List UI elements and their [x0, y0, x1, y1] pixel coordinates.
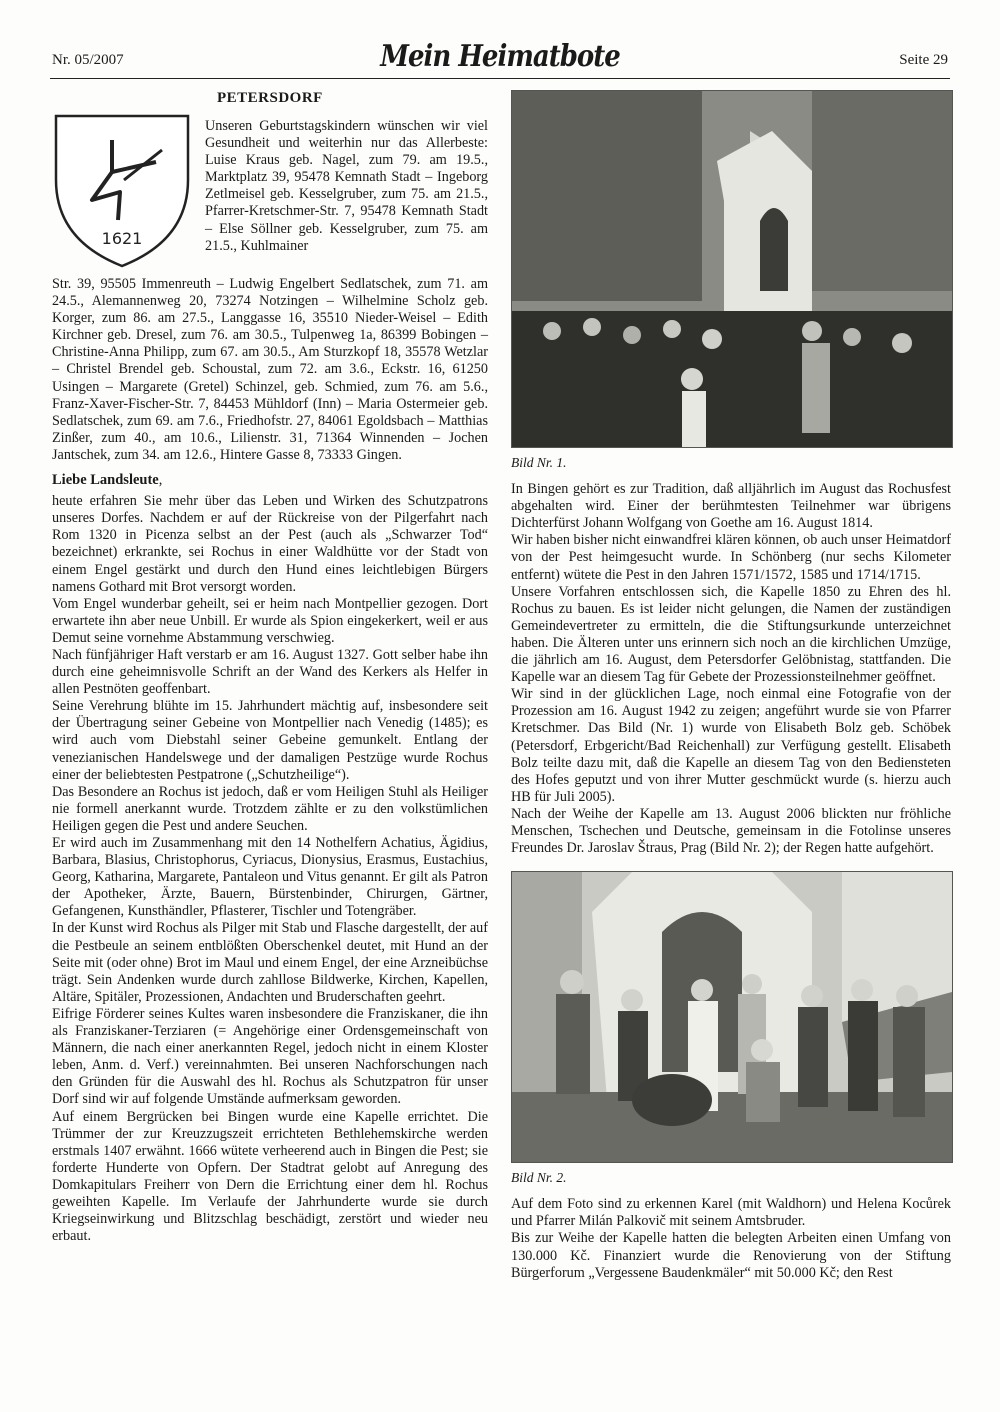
paragraph: Auf einem Bergrücken bei Bingen wurde eine Kapelle errichtet. Die Trümmer der zur Kreuzzugszeit errichteten Bethlehemskirche werden erstmals 1407 erwähnt. 1666 wütete verheerend auch in Bingen die Pest; sie forderte Hunderte von Opfern. Der Stadtrat gelobt auf Anregung des Domkapitulars Freiherr von Dern die Errichtung einer dem hl. Rochus geweihten Kapelle. Im Verlaufe der Jahrhunderte wurde sie durch Kriegseinwirkung und Blitzschlag beschädigt, zerstört und wieder neu erbaut. [52, 1108, 488, 1245]
paragraph: Auf dem Foto sind zu erkennen Karel (mit Waldhorn) und Helena Kocůrek und Pfarrer Milán Palkovič mit seinem Amtsbruder. [511, 1196, 951, 1230]
article-body-right-a [511, 481, 951, 857]
paragraph: Wir haben bisher nicht einwandfrei klären können, ob auch unser Heimatdorf von der Pest heimgesucht wurde. In Schönberg (nur sechs Kilometer entfernt) wütete die Pest in den Jahren 1571/1572, 1585 und 1714/1715. [511, 532, 951, 583]
paragraph: In der Kunst wird Rochus als Pilger mit Stab und Flasche dargestellt, der auf die Pestbeule an seinem entblößten Oberschenkel deutet, mit Hund an der Seite mit (oder ohne) Brot im Maul und einem Engel, der eine Arzneibüchse trägt. Sein Andenken wurde durch zahllose Bildwerke, Kirchen, Kapellen, Altäre, Spitäler, Prozessionen, Andachten und Bruderschaften geehrt. [52, 920, 488, 1005]
village-crest-icon [52, 110, 192, 270]
paragraph: Seine Verehrung blühte im 15. Jahrhundert mächtig auf, insbesondere seit der Übertragung seiner Gebeine von Montpellier nach Venedig (1485); es wird auch vom Diebstahl seiner Gebeine gemunkelt. Entlang der venezianischen Handelswege und der damaligen Pestzüge wurde Rochus einer der beliebtesten Pestpatrone („Schutzheilige“). [52, 698, 488, 783]
photo-1-caption: Bild Nr. 1. [511, 455, 567, 470]
issue-number: Nr. 05/2007 [52, 52, 124, 68]
photo-procession-1942 [511, 90, 953, 448]
birthday-intro: Unseren Geburtstagskindern wünschen wir viel Gesundheit und weiterhin nur das Allerbeste: Luise Kraus geb. Nagel, zum 79. am 19.5., Marktplatz 39, 95478 Kemnath Stadt – Ingeborg Zetlmeisel geb. Kesselgruber, zum 75. am 21.5., Pfarrer-Kretschmer-Str. 7, 95478 Kemnath Stadt – Else Söllner geb. Kesselgruber, zum 75. am 21.5., Kuhlmainer [205, 118, 488, 254]
paragraph: Nach fünfjähriger Haft verstarb er am 16. August 1327. Gott selber habe ihn durch eine geheimnisvolle Schrift an der Wand des Kerkers als Helfer in allen Pestnöten geoffenbart. [52, 646, 488, 698]
paragraph: Bis zur Weihe der Kapelle hatten die belegten Arbeiten einen Umfang von 130.000 Kč. Finanziert wurde die Renovierung von der Stiftung Bürgerforum „Vergessene Baudenkmäler“ mit 50.000 Kč; den Rest [511, 1230, 951, 1281]
paragraph: Er wird auch im Zusammenhang mit den 14 Nothelfern Achatius, Ägidius, Barbara, Blasius, Christophorus, Cyriacus, Dionysius, Erasmus, Eustachius, Georg, Katharina, Margarete, Pantaleon und Vitus genannt. Er gilt als Patron der Apotheker, Ärzte, Bauern, Bürstenbinder, Chirurgen, Gärtner, Gefangenen, Kunsthändler, Pflasterer, Tischler und Totengräber. [52, 835, 488, 920]
photo-consecration-2006 [511, 871, 953, 1163]
paragraph: Nach der Weihe der Kapelle am 13. August 2006 blickten nur fröhliche Menschen, Tschechen und Deutsche, gemeinsam in die Fotolinse unseres Freundes Dr. Jaroslav Štraus, Prag (Bild Nr. 2); der Regen hatte aufgehört. [511, 805, 951, 857]
page-number: Seite 29 [899, 52, 948, 68]
article-body-right-b [511, 1196, 951, 1281]
photo-2-caption: Bild Nr. 2. [511, 1170, 567, 1186]
photo-2-image [512, 872, 952, 1162]
birthday-list: Str. 39, 95505 Immenreuth – Ludwig Engelbert Sedlatschek, zum 71. am 24.5., Alemannenweg 20, 73274 Notzingen – Wilhelmine Scholz geb. Korger, zum 86. am 27.5., Langgasse 16, 35510 Nieder-Weisel – Edith Kirchner geb. Dresel, zum 76. am 30.5., Tulpenweg 1a, 86399 Bobingen – Christine-Anna Philipp, zum 67. am 30.5., Am Sturzkopf 18, 35578 Wetzlar – Christel Brendel geb. Schoustal, zum 72. am 3.6., Eckstr. 16, 61250 Usingen – Margarete (Gretel) Schinzel, geb. Schmied, zum 76. am 5.6., Franz-Xaver-Fischer-Str. 7, 84453 Mühldorf (Inn) – Maria Ostermeier geb. Sedlatschek, zum 69. am 7.6., Friedhofstr. 27, 84061 Egoldsbach – Matthias Zinßer, zum 40., am 10.6., Lilienstr. 31, 71364 Winnenden – Jochen Jantschek, zum 34. am 12.6., Hintere Gasse 8, 73333 Gingen. [52, 276, 488, 463]
paragraph: Unsere Vorfahren entschlossen sich, die Kapelle 1850 zu Ehren des hl. Rochus zu bauen. Es ist leider nicht gelungen, die Namen der zuständigen Gemeindevertreter zu ermitteln, die die Stiftungsurkunde unterzeichnet haben. Die Älteren unter uns erinnern sich noch an die kirchlichen Umzüge, die jährlich am 16. August, dem Petersdorfer Gelöbnistag, stattfanden. Die Kapelle war an diesem Tag für Gebete der Prozessionsteilnehmer geöffnet. [511, 583, 951, 686]
right-column [511, 90, 951, 1282]
paragraph: Wir sind in der glücklichen Lage, noch einmal eine Fotografie von der Prozession am 16. August 1942 zu zeigen; angeführt wurde sie von Pfarrer Kretschmer. Das Bild (Nr. 1) wurde von Elisabeth Bolz geb. Schöbek (Petersdorf, Erbgericht/Bad Reichenhall) zur Verfügung gestellt. Elisabeth Bolz teilte dazu mit, daß die Kapelle an diesem Tag von den Bediensteten des Hofes geputzt und von ihrer Mutter geschmückt wurde (s. hierzu auch HB für Juli 2005). [511, 686, 951, 805]
crest-year: 1621 [101, 229, 143, 248]
paragraph: In Bingen gehört es zur Tradition, daß alljährlich im August das Rochusfest abgehalten wird. Einer der berühmtesten Teilnehmer war übrigens Dichterfürst Johann Wolfgang von Goethe am 16. August 1814. [511, 481, 951, 532]
paragraph: Vom Engel wunderbar geheilt, sei er heim nach Montpellier gezogen. Dort erwartete ihn aber neue Unbill. Er wurde als Spion eingekerkert, weil er aus Demut seine vornehme Abstammung verschwieg. [52, 595, 488, 646]
birthday-block [52, 90, 488, 276]
greeting: Liebe Landsleute, [52, 472, 163, 489]
paragraph: Eifrige Förderer seines Kultes waren insbesondere die Franziskaner, die ihn als Franziskaner-Terziaren (= Angehörige einer Ordensgemeinschaft von Männern, die nach einer anerkannten Regel, jedoch nicht in einem Kloster leben, Anm. d. Verf.) vereinnahmten. Bei unseren Nachforschungen nach den Gründen für die Auswahl des hl. Rochus als Schutzpatron für unser Dorf sind wir auf folgende Umstände aufmerksam geworden. [52, 1005, 488, 1108]
paragraph: heute erfahren Sie mehr über das Leben und Wirken des Schutzpatrons unseres Dorfes. Nachdem er auf der Rückreise von der Pilgerfahrt nach Rom 1320 in Picenza selbst an der Pest (auch als „Schwarzer Tod“ bezeichnet) erkrankte, sei Rochus in einer Waldhütte vor der Stadt von einem Engel gestärkt und durch den Hund eines leichtlebigen Bürgers namens Gothard mit Brot versorgt worden. [52, 493, 488, 595]
masthead-logo: Mein Heimatbote [380, 39, 620, 75]
page-header [50, 39, 950, 79]
article-body-left [52, 493, 488, 1245]
section-title: PETERSDORF [217, 90, 323, 106]
photo-1-image [512, 91, 952, 447]
paragraph: Das Besondere an Rochus ist jedoch, daß er vom Heiligen Stuhl als Heiliger nie formell anerkannt wurde. Trotzdem zählte er zu den volkstümlichen Heiligen gegen die Pest und andere Seuchen. [52, 783, 488, 834]
left-column [52, 90, 488, 1245]
